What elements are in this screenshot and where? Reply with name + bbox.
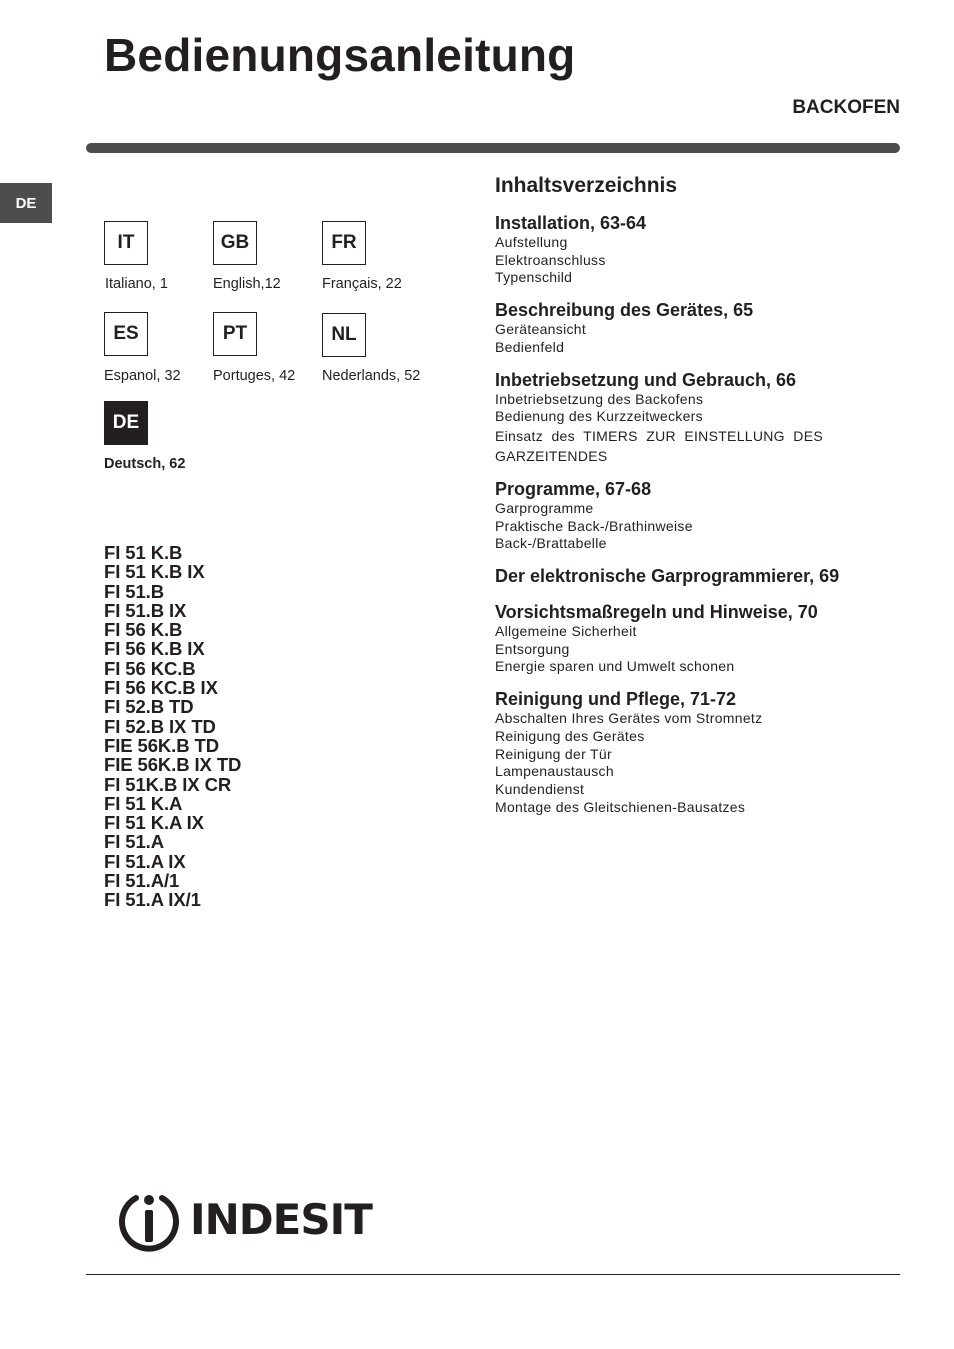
toc-item: Back-/Brattabelle: [495, 535, 607, 552]
table-of-contents: [495, 174, 915, 828]
toc-item: Allgemeine Sicherheit: [495, 623, 637, 640]
toc-item: Entsorgung: [495, 640, 570, 657]
language-box-es: ES: [104, 312, 148, 356]
toc-item: Einsatz des TIMERS ZUR EINSTELLUNG DES GARZEITENDES: [495, 427, 823, 464]
language-box-pt: PT: [213, 312, 257, 356]
language-label-it: Italiano, 1: [105, 276, 168, 292]
language-label-es: Espanol, 32: [104, 368, 181, 384]
toc-item: Geräteansicht: [495, 321, 587, 338]
toc-section-title: Inbetriebsetzung und Gebrauch, 66: [495, 369, 797, 390]
model-item: FIE 56K.B TD: [104, 734, 219, 756]
model-item: FI 52.B TD: [104, 696, 194, 718]
toc-section-title: Vorsichtsmaßregeln und Hinweise, 70: [495, 602, 818, 623]
model-item: FI 51.B: [104, 580, 164, 602]
toc-section-title: Installation, 63-64: [495, 213, 647, 233]
model-item: FI 56 KC.B: [104, 657, 196, 679]
header-divider: [86, 143, 900, 153]
toc-item: Praktische Back-/Brathinweise: [495, 517, 693, 534]
model-item: FI 51K.B IX CR: [104, 773, 232, 795]
toc-item: Reinigung des Gerätes: [495, 727, 645, 744]
model-item: FI 52.B IX TD: [104, 715, 216, 737]
toc-item: Kundendienst: [495, 780, 585, 797]
document-title: Bedienungsanleitung: [104, 29, 576, 81]
language-label-de: Deutsch, 62: [104, 456, 186, 472]
toc-item: Montage des Gleitschienen-Bausatzes: [495, 798, 746, 815]
toc-item: Garprogramme: [495, 499, 594, 516]
language-label-gb: English,12: [213, 276, 281, 292]
toc-item: Energie sparen und Umwelt schonen: [495, 658, 735, 675]
toc-section-title: Beschreibung des Gerätes, 65: [495, 300, 754, 321]
model-item: FI 51.A: [104, 831, 164, 853]
product-type: BACKOFEN: [792, 97, 900, 118]
toc-item: Aufstellung: [495, 234, 568, 250]
model-item: FI 51 K.A: [104, 792, 183, 814]
model-item: FI 51.A IX/1: [104, 889, 201, 911]
language-box-fr: FR: [322, 221, 366, 265]
toc-heading: Inhaltsverzeichnis: [495, 174, 678, 197]
model-item: FI 51 K.B: [104, 542, 183, 563]
toc-item: Typenschild: [495, 269, 573, 286]
indesit-emblem-icon: [116, 1186, 182, 1252]
model-item: FIE 56K.B IX TD: [104, 754, 242, 776]
language-label-fr: Français, 22: [322, 276, 402, 292]
toc-section-vorsichtsmassregeln: [495, 601, 915, 676]
toc-item: Lampenaustausch: [495, 763, 614, 780]
language-box-gb: GB: [213, 221, 257, 265]
model-item: FI 51.A/1: [104, 870, 180, 892]
language-box-de: DE: [104, 401, 148, 445]
brand-logo: [116, 1186, 372, 1252]
language-label-nl: Nederlands, 52: [322, 368, 421, 384]
model-list: [104, 543, 241, 910]
language-box-it: IT: [104, 221, 148, 265]
toc-section-title: Programme, 67-68: [495, 478, 652, 499]
toc-section-title: Der elektronische Garprogrammierer, 69: [495, 566, 840, 587]
language-box-nl: NL: [322, 313, 366, 357]
language-label-pt: Portuges, 42: [213, 368, 296, 384]
model-item: FI 56 K.B IX: [104, 638, 205, 660]
model-item: FI 51.A IX: [104, 850, 186, 872]
toc-item: Bedienung des Kurzzeitweckers: [495, 408, 703, 425]
toc-section-garprogrammierer: [495, 565, 915, 587]
toc-item: Elektroanschluss: [495, 251, 606, 268]
toc-section-installation: [495, 212, 915, 287]
model-item: FI 56 KC.B IX: [104, 677, 218, 699]
toc-section-beschreibung: [495, 299, 915, 356]
footer-divider: [86, 1274, 900, 1275]
toc-item: Inbetriebsetzung des Backofens: [495, 390, 704, 407]
toc-section-title: Reinigung und Pflege, 71-72: [495, 689, 737, 710]
model-item: FI 56 K.B: [104, 619, 183, 641]
model-item: FI 51 K.A IX: [104, 812, 204, 834]
language-side-tab: DE: [0, 183, 52, 223]
toc-section-inbetriebsetzung: [495, 369, 915, 466]
model-item: FI 51.B IX: [104, 599, 187, 621]
toc-section-reinigung: [495, 688, 915, 816]
toc-section-programme: [495, 478, 915, 553]
toc-item: Bedienfeld: [495, 338, 565, 355]
model-item: FI 51 K.B IX: [104, 561, 205, 583]
toc-item: Abschalten Ihres Gerätes vom Stromnetz: [495, 710, 763, 727]
toc-item: Reinigung der Tür: [495, 745, 612, 762]
brand-name: INDESIT: [190, 1194, 372, 1244]
